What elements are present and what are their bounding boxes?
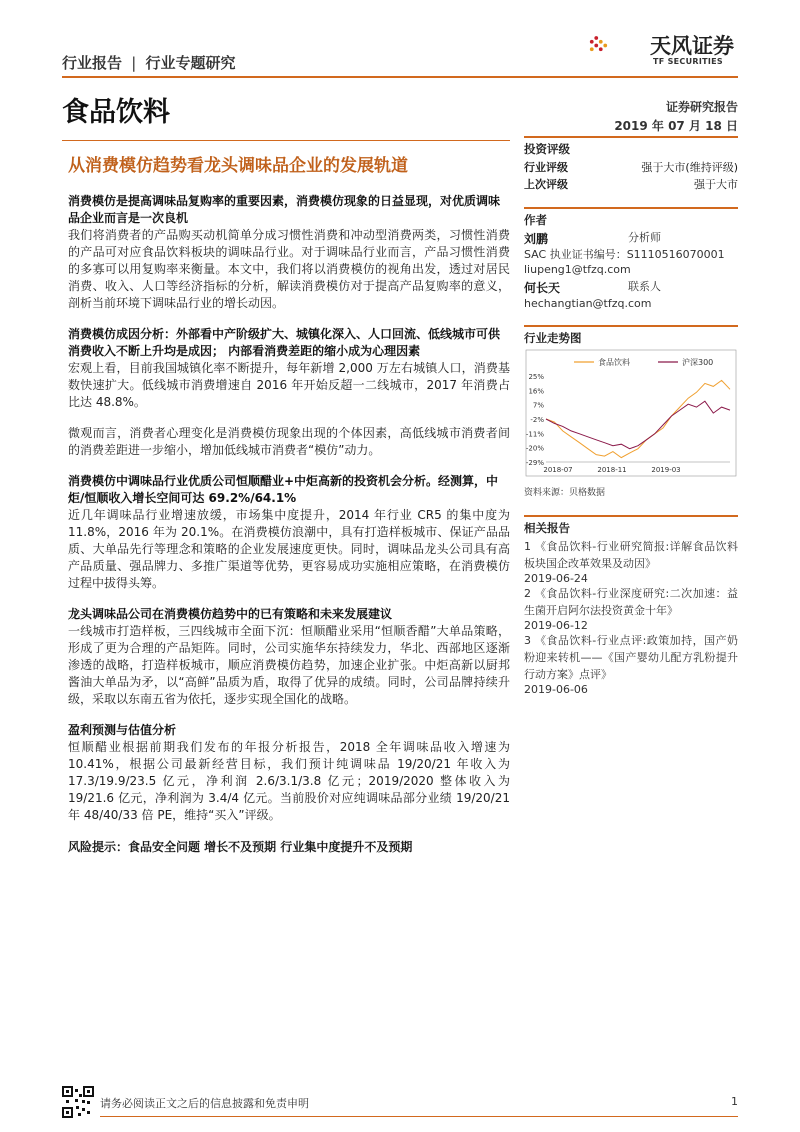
author-name: 刘鹏 [524,232,549,246]
y-tick-label: 25% [528,373,544,381]
y-tick-label: -20% [525,444,544,453]
section-body: 恒顺醋业根据前期我们发布的年报分析报告，2018 全年调味品收入增速为 10.41%，根据公司最新经营目标，我们预计纯调味品 19/20/21 年收入为 17.3/19.9/23.5 亿元，净利润 2.6/3.1/3.8 亿元；2019/2020 整体收入为 19/21.6 亿元，净利润为 3.4/4 亿元。当前股价对应纯调味品部分业绩 19/20/21 年 48/40/33 倍 PE，维持“买入”评级。 [68,740,510,822]
disclaimer-text: 请务必阅读正文之后的信息披露和免责申明 [100,1097,309,1110]
author-1 [524,230,738,277]
author-2 [524,279,738,311]
header-divider [62,76,738,78]
y-tick-label: 16% [528,387,544,396]
report-type: 证券研究报告 [665,100,738,114]
section-body: 一线城市打造样板，三四线城市全面下沉：恒顺醋业采用“恒顺香醋”大单品策略，形成了更为合理的产品矩阵。同时，公司实施华东持续发力，华北、西部地区逐渐渗透的战略，打造样板城市，顺应消费模仿趋势，加速企业扩张。中炬高新以厨邦酱油大单品为矛，以“高鲜”品质为盾，取得了优异的成绩。同时，公司品牌持续升级，采取以东南五省为依托，逐步实现全国化的战略。 [68,624,510,706]
subcategory-label: 行业专题研究 [145,54,236,72]
footer-divider [100,1116,738,1117]
section-heading: 消费模仿中调味品行业优质公司恒顺醋业+中炬高新的投资机会分析。经测算，中炬/恒顺收入增长空间可达 69.2%/64.1% [68,474,499,505]
section-body: 近几年调味品行业增速放缓，市场集中度提升，2014 年行业 CR5 的集中度为 11.8%，2016 年为 20.1%。在消费模仿浪潮中，具有打造样板城市、保证产品品质、大单品先行等理念和策略的企业发展速度更快。同时，调味品龙头公司具有高产品质量、强品牌力、多推广渠道等优势，更容易成功实施相应策略，在消费模仿过程中拔得头筹。 [68,508,510,590]
author-role: 联系人 [628,280,661,293]
author-name: 何长天 [524,281,561,295]
author-email[interactable]: hechangtian@tfzq.com [524,297,652,310]
related-heading: 相关报告 [524,515,738,536]
rating-heading: 投资评级 [524,136,738,157]
y-tick-label: -29% [525,459,544,467]
prev-rating-row [524,176,738,193]
page-number: 1 [731,1095,738,1108]
related-title[interactable]: 2 《食品饮料-行业深度研究:二次加速：益生菌开启阿尔法投资黄金十年》 [524,587,738,617]
related-title[interactable]: 1 《食品饮料-行业研究简报:详解食品饮料板块国企改革效果及动因》 [524,540,738,570]
y-tick-label: 7% [532,401,544,410]
tf-securities-logo-icon [588,18,648,70]
section-1 [68,193,510,312]
y-tick-label: -2% [530,416,544,424]
related-item[interactable] [524,538,738,585]
risk-warning: 风险提示：食品安全问题 增长不及预期 行业集中度提升不及预期 [68,840,413,854]
y-tick-label: -11% [525,430,544,439]
author-cert: SAC 执业证书编号：S1110516070001 [524,248,725,261]
related-item[interactable] [524,585,738,632]
prev-rating-value: 强于大市 [694,178,738,191]
qr-code-icon [62,1086,94,1118]
legend-label: 沪深300 [682,358,714,367]
sector-title: 食品饮料 [62,97,170,128]
related-date: 2019-06-06 [524,683,588,696]
series-line [546,401,730,449]
x-tick-label: 2018-07 [543,466,573,474]
chart-frame [526,350,736,476]
author-email[interactable]: liupeng1@tfzq.com [524,263,631,276]
report-date: 2019 年 07 月 18 日 [614,119,738,133]
report-title: 从消费模仿趋势看龙头调味品企业的发展轨道 [68,156,408,176]
author-heading: 作者 [524,207,738,228]
trend-chart [524,348,738,478]
prev-rating-label: 上次评级 [524,178,568,191]
category-label: 行业报告 [62,54,123,72]
category-separator: | [131,54,137,72]
section-3 [68,473,510,592]
logo-subtext: TF SECURITIES [653,57,723,66]
title-divider [62,140,510,141]
trend-heading: 行业走势图 [524,325,738,346]
related-date: 2019-06-12 [524,619,588,632]
section-heading: 消费模仿是提高调味品复购率的重要因素，消费模仿现象的日益显现，对优质调味品企业而言是一次良机 [68,194,501,225]
related-item[interactable] [524,632,738,696]
section-heading: 龙头调味品公司在消费模仿趋势中的已有策略和未来发展建议 [68,607,393,621]
related-date: 2019-06-24 [524,572,588,585]
section-body: 我们将消费者的产品购买动机简单分成习惯性消费和冲动型消费两类，习惯性消费的产品可对应食品饮料板块的调味品行业。对于调味品行业而言，产品习惯性消费的多寡可以用复购率来衡量。本文中，我们将以消费模仿的视角出发，透过对居民消费、收入、人口等经济指标的分析，解读消费模仿对于提高产品复购率的意义，剖析当前环境下调味品行业的增长动因。 [68,228,510,310]
section-5 [68,722,510,824]
industry-rating-value: 强于大市(维持评级) [641,161,738,174]
section-heading: 消费模仿成因分析：外部看中产阶级扩大、城镇化深入、人口回流、低线城市可供消费收入不断上升均是成因； 内部看消费差距的缩小成为心理因素 [68,327,501,358]
section-4 [68,606,510,708]
main-content [68,193,510,855]
section-heading: 盈利预测与估值分析 [68,723,177,737]
section-2 [68,326,510,459]
x-tick-label: 2019-03 [651,466,681,474]
chart-source: 资料来源：贝格数据 [524,488,606,498]
industry-rating-row [524,159,738,176]
report-category [62,52,236,73]
related-title[interactable]: 3 《食品饮料-行业点评:政策加持，国产奶粉迎来转机——《国产婴幼儿配方乳粉提升行动方案》点评》 [524,634,738,681]
section-body: 宏观上看，目前我国城镇化率不断提升，每年新增 2,000 万左右城镇人口，消费基数快速扩大。低线城市消费增速自 2016 年开始反超一二线城市，2017 年消费占比达 48.8%。 [68,361,510,409]
sidebar [524,136,738,696]
legend-label: 食品饮料 [598,358,630,367]
logo-text: 天风证券 [650,34,734,58]
industry-rating-label: 行业评级 [524,161,568,174]
x-tick-label: 2018-11 [597,466,627,474]
section-body-2: 微观而言，消费者心理变化是消费模仿现象出现的个体因素，高低线城市消费者间的消费差距进一步缩小，增加低线城市消费者“模仿”动力。 [68,426,510,457]
author-role: 分析师 [628,231,661,244]
